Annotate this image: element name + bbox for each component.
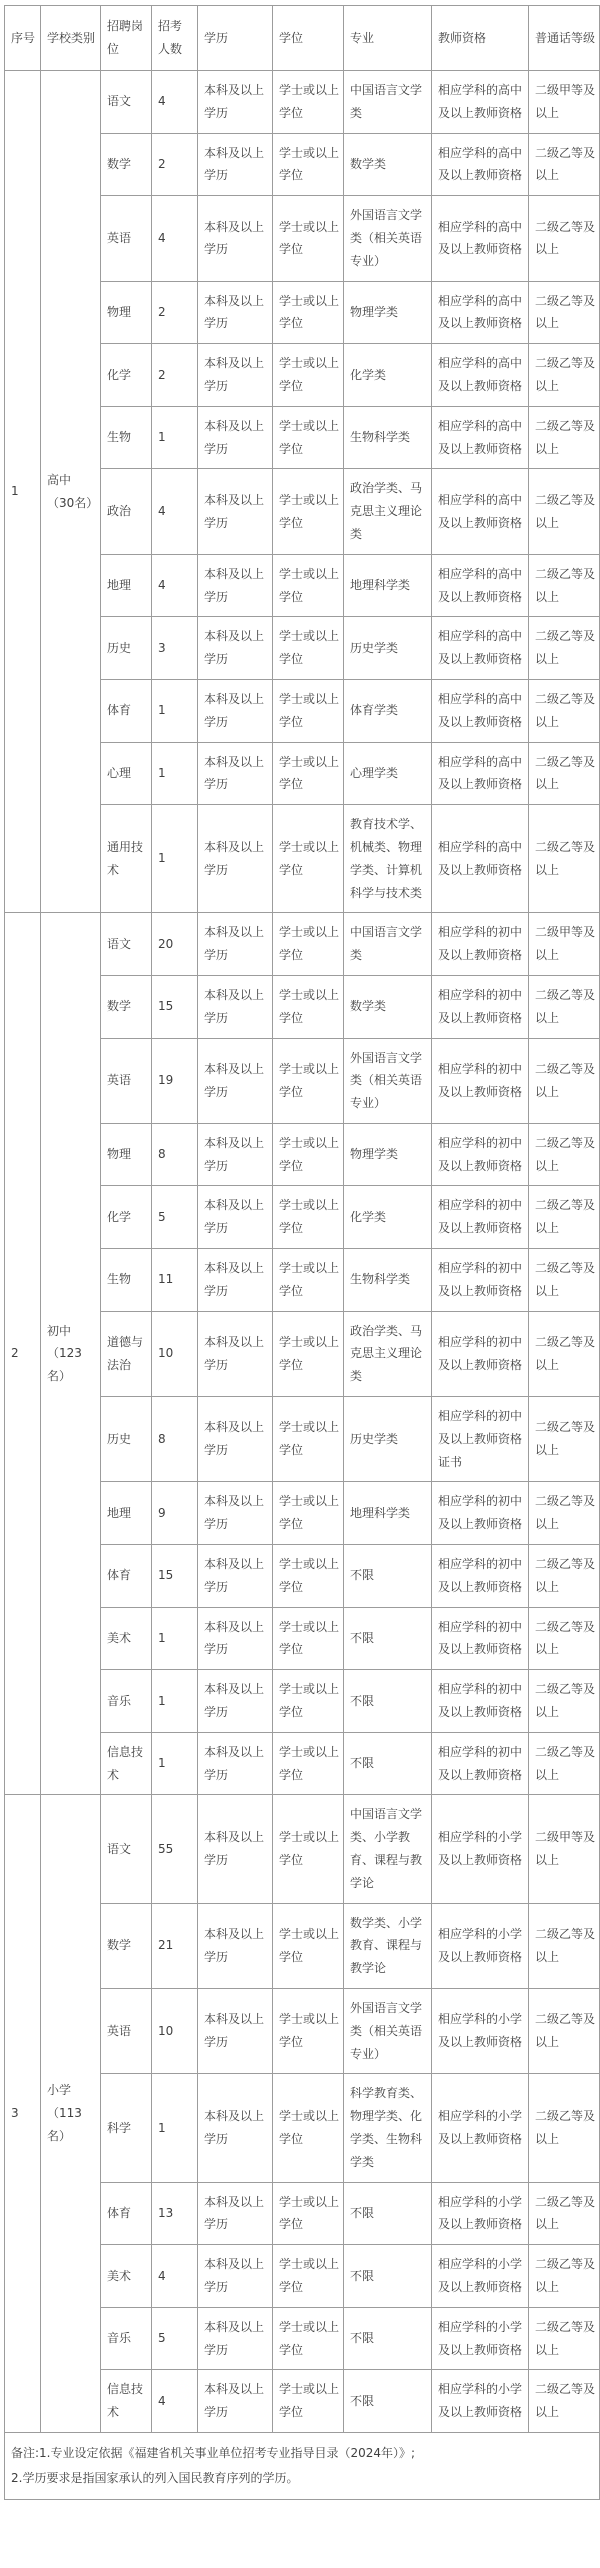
degree-cell: 学士或以上学位 bbox=[273, 281, 344, 344]
mandarin-level-cell: 二级甲等及以上 bbox=[529, 1795, 600, 1903]
mandarin-level-cell: 二级乙等及以上 bbox=[529, 617, 600, 680]
teacher-qualification-cell: 相应学科的初中及以上教师资格 bbox=[432, 1482, 529, 1545]
education-cell: 本科及以上学历 bbox=[198, 2182, 273, 2245]
recruit-count-cell: 8 bbox=[152, 1123, 198, 1186]
recruit-count-cell: 2 bbox=[152, 344, 198, 407]
mandarin-level-cell: 二级乙等及以上 bbox=[529, 1311, 600, 1396]
major-cell: 外国语言文学类（相关英语专业） bbox=[344, 196, 432, 281]
degree-cell: 学士或以上学位 bbox=[273, 1732, 344, 1795]
education-cell: 本科及以上学历 bbox=[198, 2245, 273, 2308]
mandarin-level-cell: 二级乙等及以上 bbox=[529, 196, 600, 281]
mandarin-level-cell: 二级乙等及以上 bbox=[529, 1903, 600, 1988]
degree-cell: 学士或以上学位 bbox=[273, 2307, 344, 2370]
major-cell: 心理学类 bbox=[344, 742, 432, 805]
major-cell: 不限 bbox=[344, 1607, 432, 1670]
recruit-count-cell: 9 bbox=[152, 1482, 198, 1545]
position-cell: 科学 bbox=[101, 2074, 152, 2182]
position-cell: 体育 bbox=[101, 679, 152, 742]
major-cell: 不限 bbox=[344, 2307, 432, 2370]
major-cell: 历史学类 bbox=[344, 617, 432, 680]
teacher-qualification-cell: 相应学科的小学及以上教师资格 bbox=[432, 2245, 529, 2308]
degree-cell: 学士或以上学位 bbox=[273, 1186, 344, 1249]
teacher-qualification-cell: 相应学科的初中及以上教师资格 bbox=[432, 1123, 529, 1186]
major-cell: 不限 bbox=[344, 2245, 432, 2308]
major-cell: 不限 bbox=[344, 1670, 432, 1733]
major-cell: 政治学类、马克思主义理论类 bbox=[344, 469, 432, 554]
table-row bbox=[5, 913, 600, 976]
education-cell: 本科及以上学历 bbox=[198, 554, 273, 617]
serial-number-cell: 3 bbox=[5, 1795, 41, 2433]
mandarin-level-cell: 二级乙等及以上 bbox=[529, 1397, 600, 1482]
education-cell: 本科及以上学历 bbox=[198, 196, 273, 281]
mandarin-level-cell: 二级乙等及以上 bbox=[529, 975, 600, 1038]
teacher-qualification-cell: 相应学科的高中及以上教师资格 bbox=[432, 742, 529, 805]
position-cell: 生物 bbox=[101, 406, 152, 469]
major-cell: 政治学类、马克思主义理论类 bbox=[344, 1311, 432, 1396]
education-cell: 本科及以上学历 bbox=[198, 2370, 273, 2433]
mandarin-level-cell: 二级乙等及以上 bbox=[529, 1545, 600, 1608]
degree-cell: 学士或以上学位 bbox=[273, 554, 344, 617]
table-footer bbox=[5, 2432, 600, 2499]
major-cell: 生物科学类 bbox=[344, 406, 432, 469]
teacher-qualification-cell: 相应学科的小学及以上教师资格 bbox=[432, 2370, 529, 2433]
school-category-cell: 高中（30名） bbox=[41, 71, 101, 913]
position-cell: 地理 bbox=[101, 554, 152, 617]
major-cell: 不限 bbox=[344, 1545, 432, 1608]
teacher-qualification-cell: 相应学科的高中及以上教师资格 bbox=[432, 554, 529, 617]
major-cell: 物理学类 bbox=[344, 281, 432, 344]
teacher-qualification-cell: 相应学科的初中及以上教师资格 bbox=[432, 975, 529, 1038]
major-cell: 数学类 bbox=[344, 133, 432, 196]
teacher-qualification-cell: 相应学科的高中及以上教师资格 bbox=[432, 469, 529, 554]
major-cell: 不限 bbox=[344, 2182, 432, 2245]
education-cell: 本科及以上学历 bbox=[198, 71, 273, 134]
degree-cell: 学士或以上学位 bbox=[273, 1038, 344, 1123]
degree-cell: 学士或以上学位 bbox=[273, 805, 344, 913]
major-cell: 数学类 bbox=[344, 975, 432, 1038]
education-cell: 本科及以上学历 bbox=[198, 2307, 273, 2370]
position-cell: 数学 bbox=[101, 975, 152, 1038]
mandarin-level-cell: 二级乙等及以上 bbox=[529, 554, 600, 617]
header-recruit-count: 招考人数 bbox=[152, 6, 198, 71]
degree-cell: 学士或以上学位 bbox=[273, 71, 344, 134]
header-education: 学历 bbox=[198, 6, 273, 71]
mandarin-level-cell: 二级乙等及以上 bbox=[529, 1670, 600, 1733]
serial-number-cell: 2 bbox=[5, 913, 41, 1795]
recruit-count-cell: 1 bbox=[152, 679, 198, 742]
major-cell: 中国语言文学类、小学教育、课程与教学论 bbox=[344, 1795, 432, 1903]
teacher-qualification-cell: 相应学科的初中及以上教师资格 bbox=[432, 1607, 529, 1670]
header-major: 专业 bbox=[344, 6, 432, 71]
mandarin-level-cell: 二级乙等及以上 bbox=[529, 1249, 600, 1312]
position-cell: 物理 bbox=[101, 1123, 152, 1186]
education-cell: 本科及以上学历 bbox=[198, 913, 273, 976]
degree-cell: 学士或以上学位 bbox=[273, 2182, 344, 2245]
major-cell: 化学类 bbox=[344, 1186, 432, 1249]
position-cell: 信息技术 bbox=[101, 1732, 152, 1795]
recruit-count-cell: 1 bbox=[152, 1670, 198, 1733]
major-cell: 地理科学类 bbox=[344, 1482, 432, 1545]
header-serial-number: 序号 bbox=[5, 6, 41, 71]
recruit-count-cell: 21 bbox=[152, 1903, 198, 1988]
position-cell: 美术 bbox=[101, 2245, 152, 2308]
degree-cell: 学士或以上学位 bbox=[273, 679, 344, 742]
education-cell: 本科及以上学历 bbox=[198, 1670, 273, 1733]
education-cell: 本科及以上学历 bbox=[198, 1123, 273, 1186]
recruit-count-cell: 1 bbox=[152, 2074, 198, 2182]
mandarin-level-cell: 二级乙等及以上 bbox=[529, 2245, 600, 2308]
teacher-qualification-cell: 相应学科的高中及以上教师资格 bbox=[432, 679, 529, 742]
degree-cell: 学士或以上学位 bbox=[273, 1607, 344, 1670]
major-cell: 数学类、小学教育、课程与教学论 bbox=[344, 1903, 432, 1988]
degree-cell: 学士或以上学位 bbox=[273, 406, 344, 469]
education-cell: 本科及以上学历 bbox=[198, 1903, 273, 1988]
position-cell: 心理 bbox=[101, 742, 152, 805]
teacher-qualification-cell: 相应学科的初中及以上教师资格 bbox=[432, 1545, 529, 1608]
teacher-qualification-cell: 相应学科的高中及以上教师资格 bbox=[432, 617, 529, 680]
education-cell: 本科及以上学历 bbox=[198, 1607, 273, 1670]
header-teacher-qualification: 教师资格 bbox=[432, 6, 529, 71]
position-cell: 历史 bbox=[101, 617, 152, 680]
position-cell: 道德与法治 bbox=[101, 1311, 152, 1396]
degree-cell: 学士或以上学位 bbox=[273, 344, 344, 407]
mandarin-level-cell: 二级乙等及以上 bbox=[529, 1607, 600, 1670]
recruit-count-cell: 5 bbox=[152, 2307, 198, 2370]
education-cell: 本科及以上学历 bbox=[198, 406, 273, 469]
mandarin-level-cell: 二级乙等及以上 bbox=[529, 2307, 600, 2370]
major-cell: 生物科学类 bbox=[344, 1249, 432, 1312]
teacher-qualification-cell: 相应学科的小学及以上教师资格 bbox=[432, 2182, 529, 2245]
recruit-count-cell: 19 bbox=[152, 1038, 198, 1123]
position-cell: 物理 bbox=[101, 281, 152, 344]
teacher-qualification-cell: 相应学科的高中及以上教师资格 bbox=[432, 281, 529, 344]
teacher-qualification-cell: 相应学科的小学及以上教师资格 bbox=[432, 1903, 529, 1988]
header-row bbox=[5, 6, 600, 71]
mandarin-level-cell: 二级乙等及以上 bbox=[529, 805, 600, 913]
recruit-count-cell: 55 bbox=[152, 1795, 198, 1903]
degree-cell: 学士或以上学位 bbox=[273, 1123, 344, 1186]
major-cell: 不限 bbox=[344, 2370, 432, 2433]
degree-cell: 学士或以上学位 bbox=[273, 1311, 344, 1396]
school-category-cell: 初中（123名） bbox=[41, 913, 101, 1795]
teacher-qualification-cell: 相应学科的高中及以上教师资格 bbox=[432, 805, 529, 913]
recruit-count-cell: 1 bbox=[152, 742, 198, 805]
position-cell: 语文 bbox=[101, 913, 152, 976]
degree-cell: 学士或以上学位 bbox=[273, 1670, 344, 1733]
recruit-count-cell: 1 bbox=[152, 805, 198, 913]
education-cell: 本科及以上学历 bbox=[198, 469, 273, 554]
mandarin-level-cell: 二级乙等及以上 bbox=[529, 133, 600, 196]
mandarin-level-cell: 二级乙等及以上 bbox=[529, 2182, 600, 2245]
education-cell: 本科及以上学历 bbox=[198, 742, 273, 805]
position-cell: 美术 bbox=[101, 1607, 152, 1670]
education-cell: 本科及以上学历 bbox=[198, 1311, 273, 1396]
recruit-count-cell: 1 bbox=[152, 1607, 198, 1670]
recruit-count-cell: 20 bbox=[152, 913, 198, 976]
teacher-qualification-cell: 相应学科的高中及以上教师资格 bbox=[432, 344, 529, 407]
major-cell: 物理学类 bbox=[344, 1123, 432, 1186]
mandarin-level-cell: 二级甲等及以上 bbox=[529, 71, 600, 134]
major-cell: 体育学类 bbox=[344, 679, 432, 742]
table-body bbox=[5, 71, 600, 2433]
education-cell: 本科及以上学历 bbox=[198, 1545, 273, 1608]
serial-number-cell: 1 bbox=[5, 71, 41, 913]
mandarin-level-cell: 二级乙等及以上 bbox=[529, 344, 600, 407]
mandarin-level-cell: 二级乙等及以上 bbox=[529, 469, 600, 554]
position-cell: 化学 bbox=[101, 344, 152, 407]
degree-cell: 学士或以上学位 bbox=[273, 1397, 344, 1482]
recruit-count-cell: 4 bbox=[152, 71, 198, 134]
degree-cell: 学士或以上学位 bbox=[273, 469, 344, 554]
education-cell: 本科及以上学历 bbox=[198, 1038, 273, 1123]
teacher-qualification-cell: 相应学科的初中及以上教师资格 bbox=[432, 1732, 529, 1795]
recruit-count-cell: 11 bbox=[152, 1249, 198, 1312]
mandarin-level-cell: 二级乙等及以上 bbox=[529, 742, 600, 805]
education-cell: 本科及以上学历 bbox=[198, 679, 273, 742]
teacher-qualification-cell: 相应学科的高中及以上教师资格 bbox=[432, 71, 529, 134]
education-cell: 本科及以上学历 bbox=[198, 975, 273, 1038]
position-cell: 化学 bbox=[101, 1186, 152, 1249]
header-mandarin-level: 普通话等级 bbox=[529, 6, 600, 71]
mandarin-level-cell: 二级乙等及以上 bbox=[529, 1123, 600, 1186]
recruit-count-cell: 13 bbox=[152, 2182, 198, 2245]
table-row bbox=[5, 71, 600, 134]
recruit-count-cell: 1 bbox=[152, 1732, 198, 1795]
teacher-qualification-cell: 相应学科的小学及以上教师资格 bbox=[432, 2074, 529, 2182]
degree-cell: 学士或以上学位 bbox=[273, 196, 344, 281]
position-cell: 体育 bbox=[101, 2182, 152, 2245]
position-cell: 数学 bbox=[101, 133, 152, 196]
note-line-2: 2.学历要求是指国家承认的列入国民教育序列的学历。 bbox=[11, 2471, 299, 2486]
education-cell: 本科及以上学历 bbox=[198, 1989, 273, 2074]
position-cell: 英语 bbox=[101, 196, 152, 281]
table-header bbox=[5, 6, 600, 71]
major-cell: 不限 bbox=[344, 1732, 432, 1795]
education-cell: 本科及以上学历 bbox=[198, 805, 273, 913]
teacher-qualification-cell: 相应学科的初中及以上教师资格 bbox=[432, 1670, 529, 1733]
recruit-count-cell: 15 bbox=[152, 975, 198, 1038]
mandarin-level-cell: 二级乙等及以上 bbox=[529, 2074, 600, 2182]
teacher-qualification-cell: 相应学科的初中及以上教师资格证书 bbox=[432, 1397, 529, 1482]
major-cell: 教育技术学、机械类、物理学类、计算机科学与技术类 bbox=[344, 805, 432, 913]
header-position: 招聘岗位 bbox=[101, 6, 152, 71]
degree-cell: 学士或以上学位 bbox=[273, 1989, 344, 2074]
recruit-count-cell: 2 bbox=[152, 133, 198, 196]
mandarin-level-cell: 二级乙等及以上 bbox=[529, 1732, 600, 1795]
education-cell: 本科及以上学历 bbox=[198, 281, 273, 344]
mandarin-level-cell: 二级乙等及以上 bbox=[529, 281, 600, 344]
position-cell: 音乐 bbox=[101, 1670, 152, 1733]
degree-cell: 学士或以上学位 bbox=[273, 742, 344, 805]
recruit-count-cell: 3 bbox=[152, 617, 198, 680]
teacher-qualification-cell: 相应学科的高中及以上教师资格 bbox=[432, 196, 529, 281]
education-cell: 本科及以上学历 bbox=[198, 1732, 273, 1795]
position-cell: 英语 bbox=[101, 1989, 152, 2074]
position-cell: 历史 bbox=[101, 1397, 152, 1482]
mandarin-level-cell: 二级乙等及以上 bbox=[529, 1989, 600, 2074]
degree-cell: 学士或以上学位 bbox=[273, 1795, 344, 1903]
degree-cell: 学士或以上学位 bbox=[273, 1545, 344, 1608]
degree-cell: 学士或以上学位 bbox=[273, 133, 344, 196]
degree-cell: 学士或以上学位 bbox=[273, 2074, 344, 2182]
recruit-count-cell: 4 bbox=[152, 2245, 198, 2308]
teacher-qualification-cell: 相应学科的初中及以上教师资格 bbox=[432, 1038, 529, 1123]
recruit-count-cell: 10 bbox=[152, 1989, 198, 2074]
mandarin-level-cell: 二级乙等及以上 bbox=[529, 406, 600, 469]
degree-cell: 学士或以上学位 bbox=[273, 913, 344, 976]
mandarin-level-cell: 二级乙等及以上 bbox=[529, 1038, 600, 1123]
major-cell: 地理科学类 bbox=[344, 554, 432, 617]
position-cell: 英语 bbox=[101, 1038, 152, 1123]
mandarin-level-cell: 二级甲等及以上 bbox=[529, 913, 600, 976]
degree-cell: 学士或以上学位 bbox=[273, 2245, 344, 2308]
note-line-1: 备注:1.专业设定依据《福建省机关事业单位招考专业指导目录（2024年）》; bbox=[11, 2445, 416, 2460]
major-cell: 历史学类 bbox=[344, 1397, 432, 1482]
header-school-category: 学校类别 bbox=[41, 6, 101, 71]
education-cell: 本科及以上学历 bbox=[198, 133, 273, 196]
teacher-qualification-cell: 相应学科的高中及以上教师资格 bbox=[432, 133, 529, 196]
education-cell: 本科及以上学历 bbox=[198, 1186, 273, 1249]
teacher-qualification-cell: 相应学科的初中及以上教师资格 bbox=[432, 1249, 529, 1312]
position-cell: 政治 bbox=[101, 469, 152, 554]
degree-cell: 学士或以上学位 bbox=[273, 2370, 344, 2433]
degree-cell: 学士或以上学位 bbox=[273, 1249, 344, 1312]
mandarin-level-cell: 二级乙等及以上 bbox=[529, 2370, 600, 2433]
school-category-cell: 小学（113名） bbox=[41, 1795, 101, 2433]
mandarin-level-cell: 二级乙等及以上 bbox=[529, 1186, 600, 1249]
notes-row bbox=[5, 2432, 600, 2499]
education-cell: 本科及以上学历 bbox=[198, 1795, 273, 1903]
teacher-qualification-cell: 相应学科的小学及以上教师资格 bbox=[432, 1989, 529, 2074]
major-cell: 中国语言文学类 bbox=[344, 71, 432, 134]
education-cell: 本科及以上学历 bbox=[198, 617, 273, 680]
recruit-count-cell: 1 bbox=[152, 406, 198, 469]
major-cell: 科学教育类、物理学类、化学类、生物科学类 bbox=[344, 2074, 432, 2182]
major-cell: 外国语言文学类（相关英语专业） bbox=[344, 1038, 432, 1123]
degree-cell: 学士或以上学位 bbox=[273, 975, 344, 1038]
recruit-count-cell: 10 bbox=[152, 1311, 198, 1396]
teacher-qualification-cell: 相应学科的高中及以上教师资格 bbox=[432, 406, 529, 469]
mandarin-level-cell: 二级乙等及以上 bbox=[529, 679, 600, 742]
recruit-count-cell: 5 bbox=[152, 1186, 198, 1249]
teacher-qualification-cell: 相应学科的初中及以上教师资格 bbox=[432, 913, 529, 976]
position-cell: 信息技术 bbox=[101, 2370, 152, 2433]
education-cell: 本科及以上学历 bbox=[198, 2074, 273, 2182]
recruitment-table bbox=[4, 5, 600, 2500]
recruit-count-cell: 4 bbox=[152, 196, 198, 281]
recruit-count-cell: 4 bbox=[152, 2370, 198, 2433]
position-cell: 地理 bbox=[101, 1482, 152, 1545]
major-cell: 化学类 bbox=[344, 344, 432, 407]
education-cell: 本科及以上学历 bbox=[198, 1249, 273, 1312]
position-cell: 语文 bbox=[101, 1795, 152, 1903]
education-cell: 本科及以上学历 bbox=[198, 1397, 273, 1482]
position-cell: 语文 bbox=[101, 71, 152, 134]
position-cell: 生物 bbox=[101, 1249, 152, 1312]
education-cell: 本科及以上学历 bbox=[198, 344, 273, 407]
position-cell: 体育 bbox=[101, 1545, 152, 1608]
recruit-count-cell: 2 bbox=[152, 281, 198, 344]
teacher-qualification-cell: 相应学科的初中及以上教师资格 bbox=[432, 1186, 529, 1249]
recruit-count-cell: 15 bbox=[152, 1545, 198, 1608]
notes-cell bbox=[5, 2432, 600, 2499]
table-row bbox=[5, 1795, 600, 1903]
recruit-count-cell: 4 bbox=[152, 469, 198, 554]
position-cell: 通用技术 bbox=[101, 805, 152, 913]
recruit-count-cell: 4 bbox=[152, 554, 198, 617]
major-cell: 中国语言文学类 bbox=[344, 913, 432, 976]
teacher-qualification-cell: 相应学科的小学及以上教师资格 bbox=[432, 2307, 529, 2370]
education-cell: 本科及以上学历 bbox=[198, 1482, 273, 1545]
major-cell: 外国语言文学类（相关英语专业） bbox=[344, 1989, 432, 2074]
teacher-qualification-cell: 相应学科的初中及以上教师资格 bbox=[432, 1311, 529, 1396]
recruit-count-cell: 8 bbox=[152, 1397, 198, 1482]
degree-cell: 学士或以上学位 bbox=[273, 1482, 344, 1545]
header-degree: 学位 bbox=[273, 6, 344, 71]
mandarin-level-cell: 二级乙等及以上 bbox=[529, 1482, 600, 1545]
position-cell: 音乐 bbox=[101, 2307, 152, 2370]
degree-cell: 学士或以上学位 bbox=[273, 1903, 344, 1988]
teacher-qualification-cell: 相应学科的小学及以上教师资格 bbox=[432, 1795, 529, 1903]
position-cell: 数学 bbox=[101, 1903, 152, 1988]
degree-cell: 学士或以上学位 bbox=[273, 617, 344, 680]
